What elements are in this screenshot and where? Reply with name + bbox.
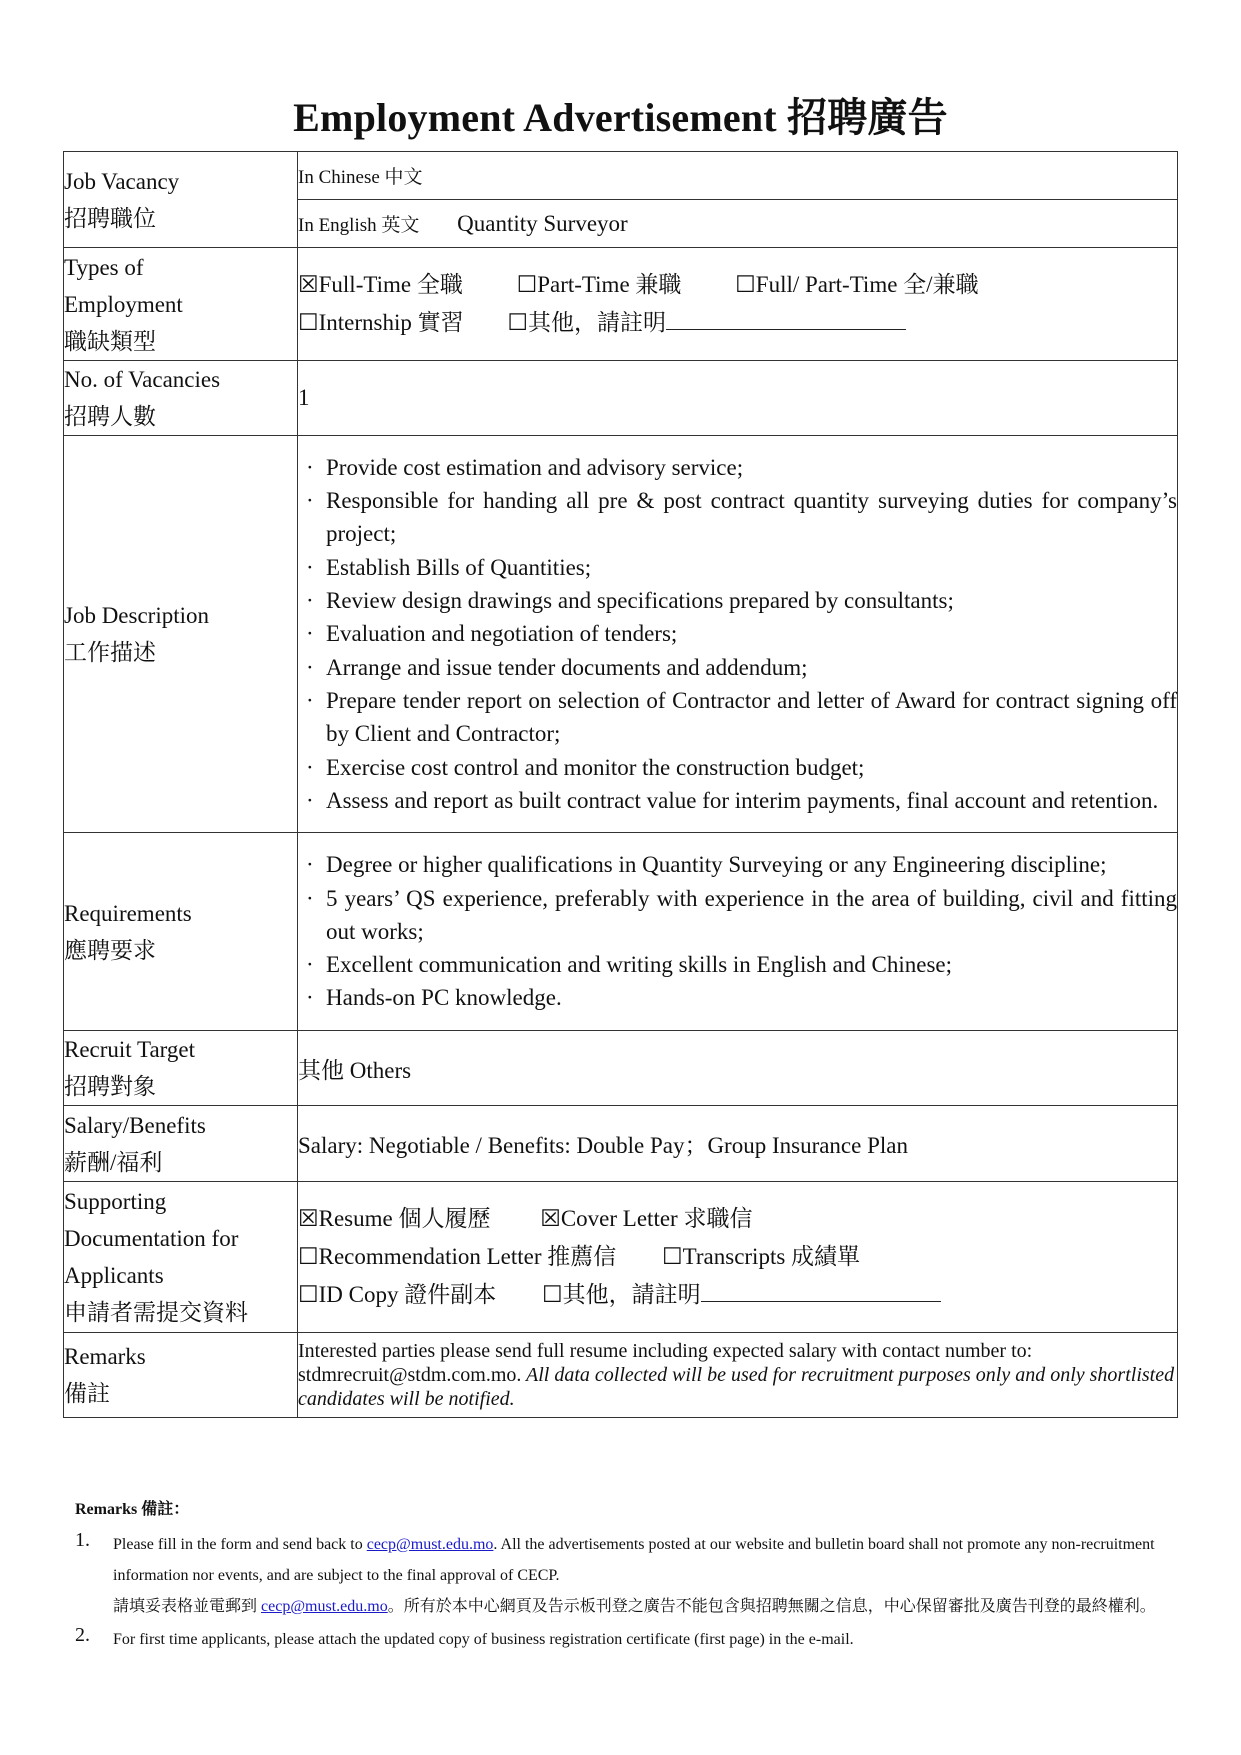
note-body: For first time applicants, please attach the updated copy of business registration certificate (first page) in the e-mail.	[113, 1631, 854, 1648]
documents-label-en-3: Applicants	[64, 1263, 164, 1288]
page-title: Employment Advertisement 招聘廣告	[293, 95, 948, 140]
note1-email-link[interactable]: cecp@must.edu.mo	[366, 1536, 494, 1553]
requirements-label-zh: 應聘要求	[64, 937, 156, 963]
list-item: · Review design drawings and specifications prepared by consultants;	[298, 584, 1177, 617]
salary-label	[64, 1106, 298, 1182]
note-number: 2.	[75, 1624, 90, 1646]
list-item: · Arrange and issue tender documents and addendum;	[298, 651, 1177, 684]
other-type-blank-line[interactable]	[666, 311, 906, 330]
remarks-label	[64, 1333, 298, 1418]
employment-form-table	[63, 151, 1178, 1418]
note-body	[113, 1529, 1173, 1622]
requirements-cell[interactable]	[298, 833, 1178, 1031]
vacancies-label-en: No. of Vacancies	[64, 367, 221, 392]
remarks-text-line1: Interested parties please send full resume including expected salary with contact number to:	[298, 1340, 1033, 1362]
in-english-label: In English 英文	[298, 215, 420, 236]
list-item: · Excellent communication and writing skills in English and Chinese;	[298, 948, 1177, 981]
row-requirements	[64, 833, 1178, 1031]
remarks-italic-note: All data collected will be used for recruitment purposes only and only shortlisted candidates will be notified.	[298, 1364, 1175, 1410]
salary-label-zh: 薪酬/福利	[64, 1149, 163, 1175]
employment-type-label-zh: 職缺類型	[64, 328, 156, 354]
remarks-cell[interactable]	[298, 1333, 1178, 1418]
job-description-cell[interactable]	[298, 436, 1178, 833]
job-description-label	[64, 436, 298, 833]
row-vacancies	[64, 361, 1178, 436]
documents-label-en-1: Supporting	[64, 1189, 167, 1214]
list-item: · Degree or higher qualifications in Quantity Surveying or any Engineering discipline;	[298, 848, 1177, 881]
footer-notes	[75, 1496, 1175, 1655]
recruit-target-value[interactable]: 其他 Others	[298, 1031, 1178, 1106]
job-description-label-zh: 工作描述	[64, 640, 156, 665]
note-number: 1.	[75, 1529, 90, 1551]
recruit-target-label	[64, 1031, 298, 1106]
list-item: · Exercise cost control and monitor the construction budget;	[298, 751, 1177, 784]
requirements-label-en: Requirements	[64, 900, 192, 926]
list-item: · Evaluation and negotiation of tenders;	[298, 617, 1177, 650]
list-item: · Assess and report as built contract value for interim payments, final account and retention.	[298, 784, 1177, 817]
checkbox-recommendation-letter[interactable]: ☐Recommendation Letter 推薦信	[298, 1244, 617, 1269]
footer-note-2	[75, 1624, 1175, 1655]
checkbox-cover-letter[interactable]: ☒Cover Letter 求職信	[540, 1206, 753, 1231]
in-chinese-label: In Chinese 中文	[298, 167, 423, 188]
employment-type-label-en-1: Types of	[64, 254, 144, 280]
job-description-label-en: Job Description	[64, 603, 210, 628]
vacancies-label-zh: 招聘人數	[64, 404, 156, 429]
job-vacancy-label-zh: 招聘職位	[64, 205, 156, 231]
remarks-label-en: Remarks	[64, 1344, 146, 1369]
checkbox-internship[interactable]: ☐Internship 實習	[298, 310, 464, 335]
job-vacancy-label	[64, 152, 298, 248]
note1-zh-pre: 請填妥表格並電郵到	[113, 1598, 262, 1615]
list-item: · Hands-on PC knowledge.	[298, 981, 1177, 1014]
list-item: · Prepare tender report on selection of Contractor and letter of Award for contract signing off by Client and Contractor;	[298, 684, 1177, 751]
checkbox-transcripts[interactable]: ☐Transcripts 成績單	[662, 1244, 861, 1269]
row-salary	[64, 1106, 1178, 1182]
employment-type-label-en-2: Employment	[64, 291, 183, 317]
remarks-email: stdmrecruit@stdm.com.mo.	[298, 1364, 522, 1386]
other-document-blank-line[interactable]	[701, 1283, 941, 1302]
requirements-list	[298, 846, 1177, 1016]
job-vacancy-chinese-cell[interactable]	[298, 152, 1178, 200]
job-description-list	[298, 449, 1177, 819]
checkbox-full-time[interactable]: ☒Full-Time 全職	[298, 272, 463, 297]
checkbox-id-copy[interactable]: ☐ID Copy 證件副本	[298, 1282, 497, 1307]
footer-note-1	[75, 1529, 1175, 1622]
vacancies-label	[64, 361, 298, 436]
documents-label	[64, 1182, 298, 1333]
remarks-text	[298, 1333, 1177, 1417]
remarks-label-zh: 備註	[64, 1381, 110, 1406]
list-item: · Provide cost estimation and advisory service;	[298, 451, 1177, 484]
checkbox-other-document[interactable]: ☐其他，請註明	[541, 1282, 701, 1307]
salary-value[interactable]: Salary: Negotiable / Benefits: Double Pay；Group Insurance Plan	[298, 1106, 1178, 1182]
job-vacancy-english-cell[interactable]	[298, 200, 1178, 248]
requirements-label	[64, 833, 298, 1031]
documents-options	[298, 1182, 1178, 1333]
salary-label-en: Salary/Benefits	[64, 1112, 206, 1138]
job-vacancy-english-value: Quantity Surveyor	[457, 211, 628, 236]
row-documents	[64, 1182, 1178, 1333]
row-remarks	[64, 1333, 1178, 1418]
list-item: · 5 years’ QS experience, preferably with experience in the area of building, civil and fitting out works;	[298, 882, 1177, 949]
note1-text-post: . All the advertisements posted at our website and bulletin board shall not promote any non-recruitment information nor events, and are subject to the final approval of CECP.	[113, 1536, 1155, 1584]
row-job-description	[64, 436, 1178, 833]
recruit-target-label-en: Recruit Target	[64, 1037, 196, 1062]
job-vacancy-label-en: Job Vacancy	[64, 168, 180, 194]
row-recruit-target	[64, 1031, 1178, 1106]
checkbox-part-time[interactable]: ☐Part-Time 兼職	[516, 272, 682, 297]
documents-label-en-2: Documentation for	[64, 1226, 239, 1251]
list-item: · Responsible for handing all pre & post contract quantity surveying duties for company’s project;	[298, 484, 1177, 551]
recruit-target-label-zh: 招聘對象	[64, 1074, 156, 1099]
row-job-vacancy-chinese	[64, 152, 1178, 200]
note1-zh-email-link[interactable]: cecp@must.edu.mo	[261, 1598, 388, 1615]
note1-text-pre: Please fill in the form and send back to	[113, 1536, 367, 1553]
vacancies-value[interactable]: 1	[298, 361, 1178, 436]
checkbox-resume[interactable]: ☒Resume 個人履歷	[298, 1206, 491, 1231]
checkbox-other-type[interactable]: ☐其他，請註明	[507, 310, 667, 335]
checkbox-full-part-time[interactable]: ☐Full/ Part-Time 全/兼職	[735, 272, 979, 297]
employment-type-label	[64, 248, 298, 361]
documents-label-zh: 申請者需提交資料	[64, 1300, 248, 1325]
row-employment-type	[64, 248, 1178, 361]
employment-type-options	[298, 248, 1178, 361]
footer-heading: Remarks 備註：	[75, 1501, 190, 1518]
note1-zh-post: 。所有於本中心網頁及告示板刊登之廣告不能包含與招聘無關之信息，中心保留審批及廣告刊登的最終權利。	[387, 1598, 1156, 1615]
list-item: · Establish Bills of Quantities;	[298, 551, 1177, 584]
